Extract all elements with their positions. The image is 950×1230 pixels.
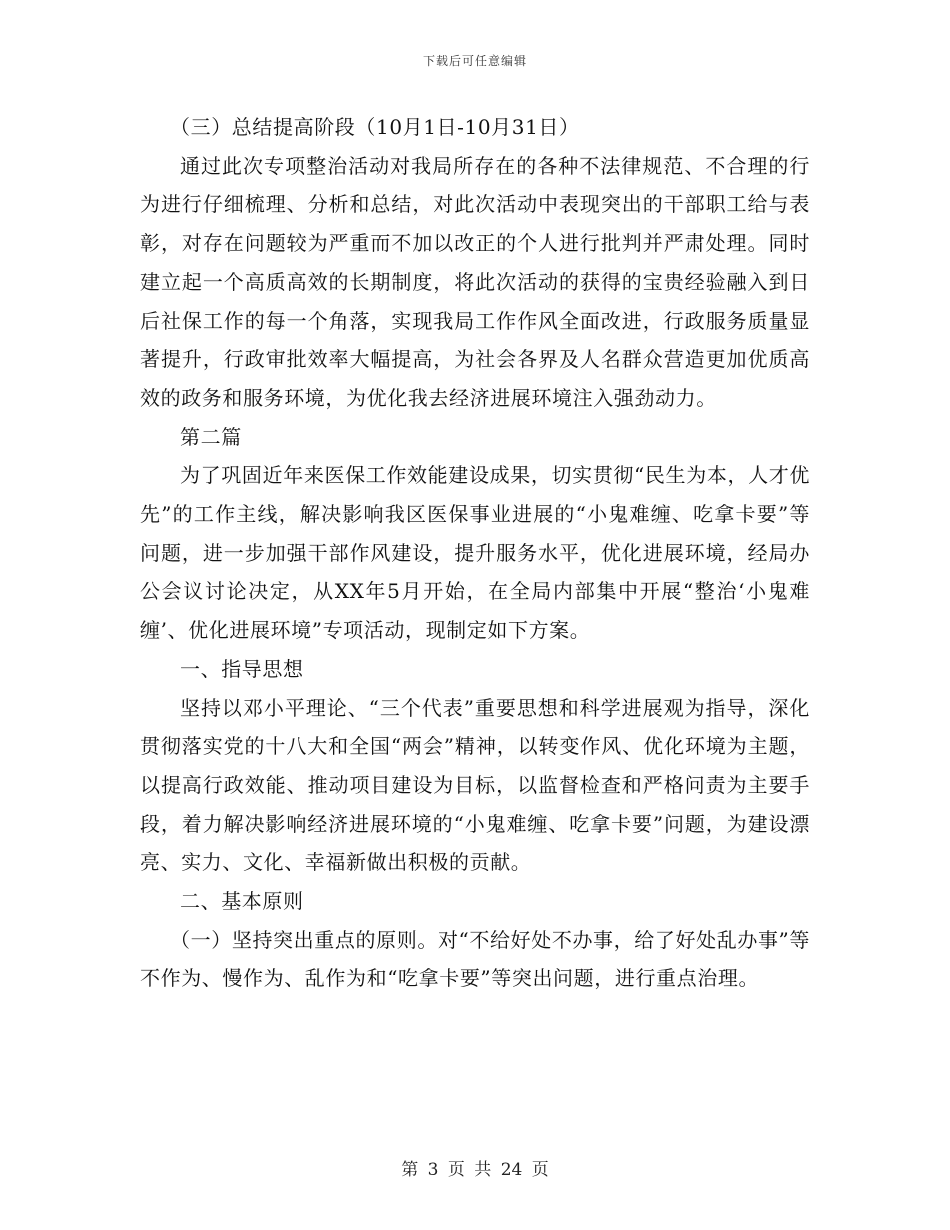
page-number-footer: 第 3 页 共 24 页 [401,1160,549,1180]
section-heading-guiding-ideology: 一、指导思想 [180,656,304,681]
paragraph-guiding-ideology: 坚持以邓小平理论、“三个代表”重要思想和科学进展观为指导，深化贯彻落实党的十八大和全国“两会”精神，以转变作风、优化环境为主题，以提高行政效能、推动项目建设为目标，以监督检查和严格问责为主要手段，着力解决影响经济进展环境的“小鬼难缠、吃拿卡要”问题，为建设漂亮、实力、文化、幸福新做出积极的贡献。 [140,695,810,875]
document-body [140,108,810,998]
chapter-heading-part-two: 第二篇 [180,424,242,449]
paragraph-summary-stage: 通过此次专项整治活动对我局所存在的各种不法律规范、不合理的行为进行仔细梳理、分析和总结，对此次活动中表现突出的干部职工给与表彰，对存在问题较为严重而不加以改正的个人进行批判并严肃处理。同时建立起一个高质高效的长期制度，将此次活动的获得的宝贵经验融入到日后社保工作的每一个角落，实现我局工作作风全面改进，行政服务质量显著提升，行政审批效率大幅提高，为社会各界及人名群众营造更加优质高效的政务和服务环境，为优化我去经济进展环境注入强劲动力。 [140,153,810,410]
paragraph-principle-one: （一）坚持突出重点的原则。对“不给好处不办事，给了好处乱办事”等不作为、慢作为、乱作为和“吃拿卡要”等突出问题，进行重点治理。 [140,927,810,991]
page-header-note: 下载后可任意编辑 [422,54,527,68]
section-heading-basic-principles: 二、基本原则 [180,889,304,914]
paragraph-introduction: 为了巩固近年来医保工作效能建设成果，切实贯彻“民生为本，人才优先”的工作主线，解决影响我区医保事业进展的“小鬼难缠、吃拿卡要”等问题，进一步加强干部作风建设，提升服务水平，优化进展环境，经局办公会议讨论决定，从XX年5月开始，在全局内部集中开展“整治‘小鬼难缠’、优化进展环境”专项活动，现制定如下方案。 [140,463,810,643]
section-heading-summary-stage: （三）总结提高阶段（10月1日-10月31日） [170,115,580,139]
